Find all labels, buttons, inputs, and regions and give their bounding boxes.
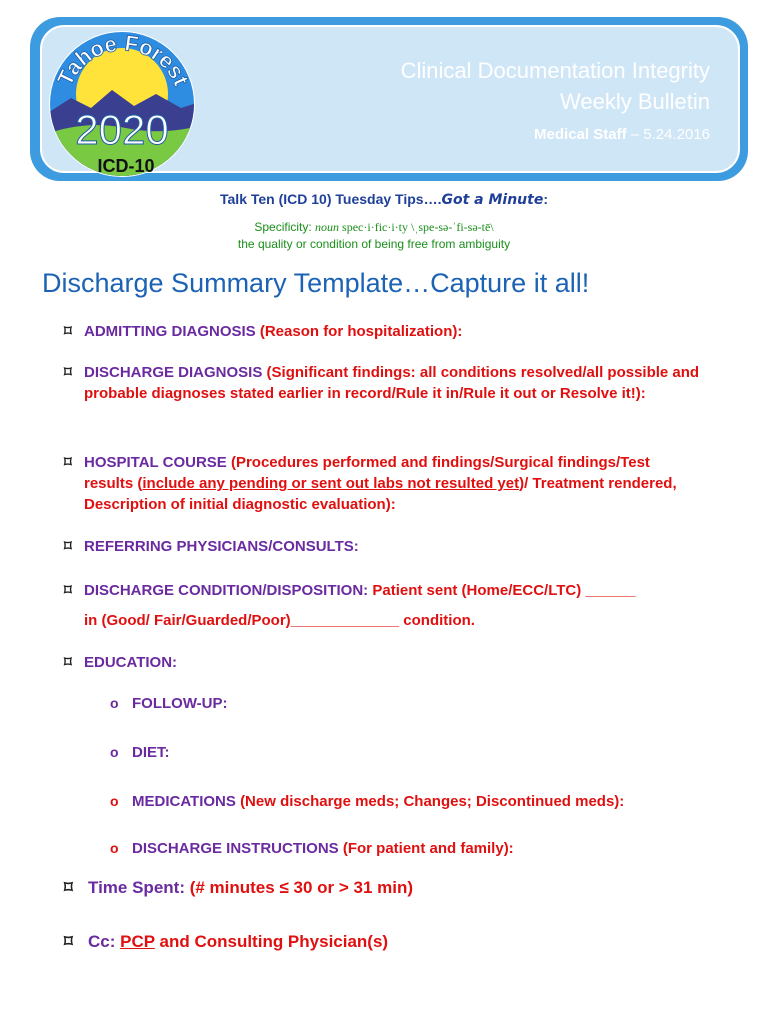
bulletin-title-line2: Weekly Bulletin — [560, 89, 710, 114]
logo-arc-text: Tahoe Forest — [52, 30, 195, 90]
logo-year: 2020 — [75, 106, 169, 153]
time-spent-label: Time Spent: — [88, 878, 190, 897]
time-spent-detail: (# minutes ≤ 30 or > 31 min) — [189, 878, 414, 897]
follow-up-label: FOLLOW-UP: — [132, 695, 228, 712]
diet-label: DIET: — [132, 744, 170, 761]
cc-item — [64, 932, 388, 952]
referring-label: REFERRING PHYSICIANS/CONSULTS: — [84, 538, 359, 555]
discharge-condition-label: DISCHARGE CONDITION/DISPOSITION: — [84, 582, 373, 599]
admitting-diagnosis-item — [64, 321, 744, 342]
page-title: Discharge Summary Template…Capture it all! — [42, 268, 590, 298]
time-spent-item — [64, 878, 413, 898]
definition-pronunciation: spec·i·fic·i·ty \ˌspe-sə-ˈfi-sə-tē\ — [339, 220, 494, 234]
got-a-minute: Got a Minute — [441, 192, 544, 208]
bullet-icon: ⌑ — [64, 538, 72, 555]
pcp-text: PCP — [120, 932, 155, 951]
hollow-bullet-icon: o — [110, 840, 119, 856]
discharge-instructions-item — [110, 840, 514, 857]
medical-staff-label: Medical Staff — [534, 126, 627, 143]
logo-badge: ICD-10 — [97, 156, 155, 176]
bulletin-title — [401, 55, 710, 117]
bulletin-title-line1: Clinical Documentation Integrity — [400, 58, 710, 83]
bulletin-subtitle — [534, 126, 710, 143]
discharge-diagnosis-detail: (Significant findings: all conditions resolved/all possible and probable diagnoses stated earlier in record/Rule it in/Rule it out or Resolve it!): — [84, 364, 700, 402]
hollow-bullet-icon: o — [110, 793, 119, 809]
discharge-condition-line2 — [64, 610, 744, 631]
hollow-bullet-icon: o — [110, 744, 119, 760]
bullet-icon: ⌑ — [64, 364, 72, 381]
diet-item — [110, 744, 170, 761]
bullet-icon: ⌑ — [64, 454, 72, 471]
bullet-icon: ⌑ — [64, 932, 73, 951]
bullet-icon: ⌑ — [64, 582, 72, 599]
hospital-course-item — [64, 452, 694, 515]
talk-ten-tips — [0, 191, 768, 208]
discharge-diagnosis-item — [64, 362, 708, 404]
education-label: EDUCATION: — [84, 654, 178, 671]
discharge-diagnosis-label: DISCHARGE DIAGNOSIS — [84, 364, 267, 381]
medications-item — [110, 793, 624, 810]
bullet-icon: ⌑ — [64, 878, 73, 897]
hospital-course-detail-b: )/ Treatment rendered, Description of initial diagnostic evaluation): — [84, 475, 677, 513]
follow-up-item — [110, 695, 228, 712]
admitting-label: ADMITTING DIAGNOSIS — [84, 323, 260, 340]
hospital-course-detail-a: (Procedures performed and findings/Surgical findings/Test results ( — [84, 454, 650, 492]
definition-meaning: the quality or condition of being free from ambiguity — [237, 237, 511, 251]
cc-label: Cc: — [88, 932, 121, 951]
definition-word: Specificity: — [254, 220, 316, 234]
bullet-icon: ⌑ — [64, 323, 72, 340]
tips-colon: : — [543, 191, 548, 207]
hollow-bullet-icon: o — [110, 695, 119, 711]
tahoe-forest-2020-logo — [46, 16, 206, 186]
discharge-instructions-label: DISCHARGE INSTRUCTIONS — [132, 840, 343, 857]
bulletin-date: – 5.24.2016 — [626, 126, 710, 143]
definition-noun: noun — [315, 220, 340, 234]
condition-status-text: in (Good/ Fair/Guarded/Poor)_____________ condition. — [84, 612, 475, 629]
specificity-definition — [0, 219, 748, 253]
cc-rest: and Consulting Physician(s) — [154, 932, 389, 951]
discharge-condition-detail: Patient sent (Home/ECC/LTC) ______ — [372, 582, 636, 599]
bullet-icon: ⌑ — [64, 654, 72, 671]
education-item — [64, 652, 744, 673]
hospital-course-label: HOSPITAL COURSE — [84, 454, 231, 471]
discharge-instructions-detail: (For patient and family): — [342, 840, 514, 857]
tips-lead: Talk Ten (ICD 10) Tuesday Tips…. — [220, 191, 442, 207]
admitting-detail: (Reason for hospitalization): — [259, 323, 463, 340]
discharge-condition-item — [64, 580, 744, 601]
referring-physicians-item — [64, 536, 744, 557]
medications-label: MEDICATIONS — [132, 793, 241, 810]
medications-detail: (New discharge meds; Changes; Discontinued meds): — [240, 793, 625, 810]
hospital-course-pending-labs: include any pending or sent out labs not resulted yet — [142, 475, 520, 492]
